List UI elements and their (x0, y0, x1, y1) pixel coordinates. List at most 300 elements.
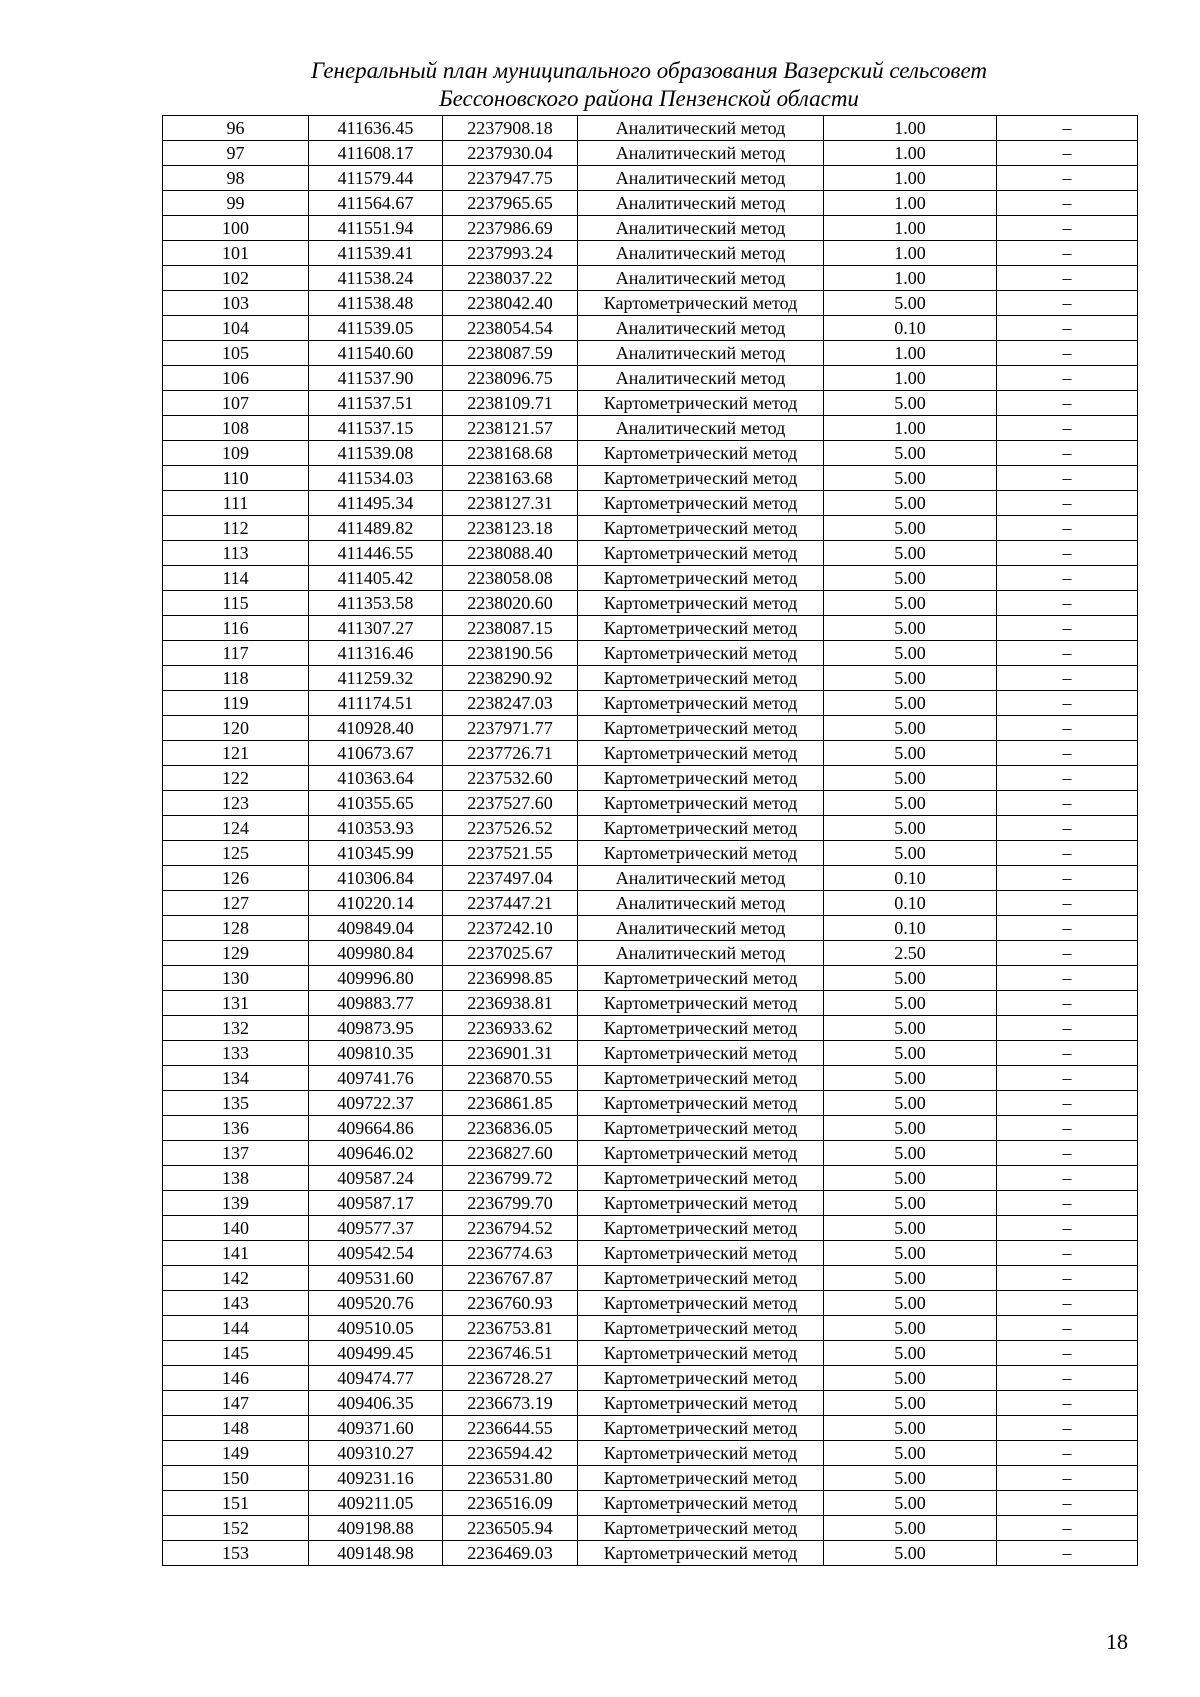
point-number-cell: 137 (163, 1141, 309, 1166)
point-number-cell: 97 (163, 141, 309, 166)
note-cell: – (997, 1316, 1138, 1341)
y-coordinate-cell: 2236516.09 (443, 1491, 578, 1516)
y-coordinate-cell: 2236644.55 (443, 1416, 578, 1441)
x-coordinate-cell: 411636.45 (309, 116, 443, 141)
y-coordinate-cell: 2238127.31 (443, 491, 578, 516)
point-number-cell: 141 (163, 1241, 309, 1266)
table-row (163, 566, 1138, 591)
y-coordinate-cell: 2238087.15 (443, 616, 578, 641)
point-number-cell: 133 (163, 1041, 309, 1066)
note-cell: – (997, 716, 1138, 741)
accuracy-cell: 5.00 (824, 1541, 997, 1566)
accuracy-cell: 1.00 (824, 366, 997, 391)
y-coordinate-cell: 2238096.75 (443, 366, 578, 391)
table-row (163, 291, 1138, 316)
y-coordinate-cell: 2236767.87 (443, 1266, 578, 1291)
note-cell: – (997, 566, 1138, 591)
x-coordinate-cell: 411537.90 (309, 366, 443, 391)
table-row (163, 866, 1138, 891)
note-cell: – (997, 1241, 1138, 1266)
table-row (163, 766, 1138, 791)
accuracy-cell: 5.00 (824, 1141, 997, 1166)
method-cell: Картометрический метод (578, 991, 824, 1016)
note-cell: – (997, 1141, 1138, 1166)
accuracy-cell: 5.00 (824, 541, 997, 566)
y-coordinate-cell: 2237497.04 (443, 866, 578, 891)
point-number-cell: 151 (163, 1491, 309, 1516)
y-coordinate-cell: 2237986.69 (443, 216, 578, 241)
table-row (163, 1516, 1138, 1541)
table-row (163, 591, 1138, 616)
method-cell: Картометрический метод (578, 1291, 824, 1316)
accuracy-cell: 1.00 (824, 341, 997, 366)
point-number-cell: 120 (163, 716, 309, 741)
point-number-cell: 136 (163, 1116, 309, 1141)
note-cell: – (997, 1041, 1138, 1066)
x-coordinate-cell: 411353.58 (309, 591, 443, 616)
method-cell: Картометрический метод (578, 591, 824, 616)
accuracy-cell: 5.00 (824, 1266, 997, 1291)
x-coordinate-cell: 409587.17 (309, 1191, 443, 1216)
table-row (163, 1041, 1138, 1066)
y-coordinate-cell: 2236836.05 (443, 1116, 578, 1141)
x-coordinate-cell: 409883.77 (309, 991, 443, 1016)
method-cell: Картометрический метод (578, 716, 824, 741)
method-cell: Картометрический метод (578, 466, 824, 491)
point-number-cell: 96 (163, 116, 309, 141)
y-coordinate-cell: 2237532.60 (443, 766, 578, 791)
y-coordinate-cell: 2238163.68 (443, 466, 578, 491)
point-number-cell: 149 (163, 1441, 309, 1466)
point-number-cell: 118 (163, 666, 309, 691)
method-cell: Картометрический метод (578, 641, 824, 666)
y-coordinate-cell: 2237947.75 (443, 166, 578, 191)
note-cell: – (997, 491, 1138, 516)
x-coordinate-cell: 409849.04 (309, 916, 443, 941)
table-row (163, 366, 1138, 391)
method-cell: Картометрический метод (578, 566, 824, 591)
y-coordinate-cell: 2237447.21 (443, 891, 578, 916)
method-cell: Картометрический метод (578, 1066, 824, 1091)
table-row (163, 116, 1138, 141)
table-row (163, 1091, 1138, 1116)
table-row (163, 1141, 1138, 1166)
point-number-cell: 101 (163, 241, 309, 266)
point-number-cell: 145 (163, 1341, 309, 1366)
accuracy-cell: 5.00 (824, 1091, 997, 1116)
y-coordinate-cell: 2238020.60 (443, 591, 578, 616)
table-row (163, 791, 1138, 816)
y-coordinate-cell: 2236861.85 (443, 1091, 578, 1116)
point-number-cell: 110 (163, 466, 309, 491)
accuracy-cell: 5.00 (824, 491, 997, 516)
method-cell: Картометрический метод (578, 1191, 824, 1216)
table-row (163, 341, 1138, 366)
point-number-cell: 116 (163, 616, 309, 641)
table-row (163, 191, 1138, 216)
table-row (163, 241, 1138, 266)
x-coordinate-cell: 409510.05 (309, 1316, 443, 1341)
accuracy-cell: 0.10 (824, 316, 997, 341)
method-cell: Аналитический метод (578, 366, 824, 391)
point-number-cell: 124 (163, 816, 309, 841)
method-cell: Картометрический метод (578, 691, 824, 716)
x-coordinate-cell: 409741.76 (309, 1066, 443, 1091)
accuracy-cell: 5.00 (824, 1441, 997, 1466)
y-coordinate-cell: 2238054.54 (443, 316, 578, 341)
x-coordinate-cell: 411539.41 (309, 241, 443, 266)
table-row (163, 666, 1138, 691)
table-row (163, 1016, 1138, 1041)
x-coordinate-cell: 411174.51 (309, 691, 443, 716)
table-row (163, 891, 1138, 916)
note-cell: – (997, 341, 1138, 366)
table-row (163, 1366, 1138, 1391)
table-row (163, 1066, 1138, 1091)
method-cell: Картометрический метод (578, 441, 824, 466)
table-row (163, 741, 1138, 766)
point-number-cell: 150 (163, 1466, 309, 1491)
point-number-cell: 131 (163, 991, 309, 1016)
note-cell: – (997, 741, 1138, 766)
method-cell: Картометрический метод (578, 1216, 824, 1241)
accuracy-cell: 5.00 (824, 741, 997, 766)
accuracy-cell: 5.00 (824, 991, 997, 1016)
y-coordinate-cell: 2237908.18 (443, 116, 578, 141)
y-coordinate-cell: 2238290.92 (443, 666, 578, 691)
x-coordinate-cell: 409996.80 (309, 966, 443, 991)
accuracy-cell: 5.00 (824, 1066, 997, 1091)
note-cell: – (997, 591, 1138, 616)
coordinates-table (162, 115, 1138, 1566)
point-number-cell: 138 (163, 1166, 309, 1191)
method-cell: Аналитический метод (578, 191, 824, 216)
point-number-cell: 106 (163, 366, 309, 391)
note-cell: – (997, 141, 1138, 166)
point-number-cell: 146 (163, 1366, 309, 1391)
x-coordinate-cell: 411489.82 (309, 516, 443, 541)
table-row (163, 1166, 1138, 1191)
x-coordinate-cell: 411259.32 (309, 666, 443, 691)
note-cell: – (997, 691, 1138, 716)
x-coordinate-cell: 410220.14 (309, 891, 443, 916)
accuracy-cell: 5.00 (824, 766, 997, 791)
y-coordinate-cell: 2236753.81 (443, 1316, 578, 1341)
method-cell: Картометрический метод (578, 791, 824, 816)
note-cell: – (997, 391, 1138, 416)
note-cell: – (997, 1066, 1138, 1091)
table-row (163, 1541, 1138, 1566)
y-coordinate-cell: 2236673.19 (443, 1391, 578, 1416)
x-coordinate-cell: 410363.64 (309, 766, 443, 791)
note-cell: – (997, 1516, 1138, 1541)
point-number-cell: 132 (163, 1016, 309, 1041)
table-row (163, 616, 1138, 641)
x-coordinate-cell: 411446.55 (309, 541, 443, 566)
note-cell: – (997, 166, 1138, 191)
method-cell: Аналитический метод (578, 916, 824, 941)
x-coordinate-cell: 409520.76 (309, 1291, 443, 1316)
y-coordinate-cell: 2238168.68 (443, 441, 578, 466)
x-coordinate-cell: 410345.99 (309, 841, 443, 866)
point-number-cell: 128 (163, 916, 309, 941)
note-cell: – (997, 516, 1138, 541)
method-cell: Картометрический метод (578, 1091, 824, 1116)
point-number-cell: 127 (163, 891, 309, 916)
accuracy-cell: 5.00 (824, 816, 997, 841)
y-coordinate-cell: 2238058.08 (443, 566, 578, 591)
x-coordinate-cell: 411316.46 (309, 641, 443, 666)
x-coordinate-cell: 411540.60 (309, 341, 443, 366)
note-cell: – (997, 616, 1138, 641)
table-row (163, 1266, 1138, 1291)
method-cell: Картометрический метод (578, 1041, 824, 1066)
x-coordinate-cell: 410928.40 (309, 716, 443, 741)
table-row (163, 916, 1138, 941)
point-number-cell: 140 (163, 1216, 309, 1241)
method-cell: Картометрический метод (578, 1241, 824, 1266)
x-coordinate-cell: 411539.05 (309, 316, 443, 341)
y-coordinate-cell: 2238037.22 (443, 266, 578, 291)
y-coordinate-cell: 2236870.55 (443, 1066, 578, 1091)
note-cell: – (997, 366, 1138, 391)
table-row (163, 1216, 1138, 1241)
accuracy-cell: 5.00 (824, 716, 997, 741)
accuracy-cell: 5.00 (824, 1166, 997, 1191)
point-number-cell: 98 (163, 166, 309, 191)
x-coordinate-cell: 409587.24 (309, 1166, 443, 1191)
accuracy-cell: 5.00 (824, 391, 997, 416)
point-number-cell: 148 (163, 1416, 309, 1441)
table-row (163, 266, 1138, 291)
method-cell: Картометрический метод (578, 766, 824, 791)
x-coordinate-cell: 411579.44 (309, 166, 443, 191)
note-cell: – (997, 916, 1138, 941)
method-cell: Аналитический метод (578, 891, 824, 916)
method-cell: Картометрический метод (578, 1116, 824, 1141)
point-number-cell: 153 (163, 1541, 309, 1566)
method-cell: Аналитический метод (578, 216, 824, 241)
method-cell: Картометрический метод (578, 1441, 824, 1466)
accuracy-cell: 1.00 (824, 116, 997, 141)
method-cell: Аналитический метод (578, 941, 824, 966)
y-coordinate-cell: 2238190.56 (443, 641, 578, 666)
table-row (163, 391, 1138, 416)
accuracy-cell: 1.00 (824, 416, 997, 441)
x-coordinate-cell: 409646.02 (309, 1141, 443, 1166)
accuracy-cell: 5.00 (824, 466, 997, 491)
table-row (163, 991, 1138, 1016)
method-cell: Аналитический метод (578, 866, 824, 891)
x-coordinate-cell: 409531.60 (309, 1266, 443, 1291)
page-header (160, 57, 1138, 113)
coordinates-table-body (163, 116, 1138, 1566)
point-number-cell: 121 (163, 741, 309, 766)
note-cell: – (997, 1166, 1138, 1191)
y-coordinate-cell: 2236827.60 (443, 1141, 578, 1166)
table-row (163, 1491, 1138, 1516)
table-row (163, 966, 1138, 991)
note-cell: – (997, 766, 1138, 791)
point-number-cell: 139 (163, 1191, 309, 1216)
note-cell: – (997, 1541, 1138, 1566)
point-number-cell: 102 (163, 266, 309, 291)
table-row (163, 216, 1138, 241)
method-cell: Аналитический метод (578, 166, 824, 191)
accuracy-cell: 5.00 (824, 841, 997, 866)
note-cell: – (997, 416, 1138, 441)
accuracy-cell: 5.00 (824, 1466, 997, 1491)
x-coordinate-cell: 410353.93 (309, 816, 443, 841)
point-number-cell: 126 (163, 866, 309, 891)
table-row (163, 1416, 1138, 1441)
note-cell: – (997, 241, 1138, 266)
x-coordinate-cell: 409499.45 (309, 1341, 443, 1366)
note-cell: – (997, 1466, 1138, 1491)
table-row (163, 516, 1138, 541)
y-coordinate-cell: 2237025.67 (443, 941, 578, 966)
table-row (163, 491, 1138, 516)
note-cell: – (997, 266, 1138, 291)
note-cell: – (997, 291, 1138, 316)
method-cell: Аналитический метод (578, 116, 824, 141)
method-cell: Картометрический метод (578, 516, 824, 541)
note-cell: – (997, 316, 1138, 341)
table-row (163, 416, 1138, 441)
y-coordinate-cell: 2238087.59 (443, 341, 578, 366)
point-number-cell: 100 (163, 216, 309, 241)
note-cell: – (997, 1266, 1138, 1291)
y-coordinate-cell: 2236938.81 (443, 991, 578, 1016)
accuracy-cell: 5.00 (824, 591, 997, 616)
point-number-cell: 130 (163, 966, 309, 991)
note-cell: – (997, 1416, 1138, 1441)
accuracy-cell: 5.00 (824, 1191, 997, 1216)
y-coordinate-cell: 2237965.65 (443, 191, 578, 216)
x-coordinate-cell: 409231.16 (309, 1466, 443, 1491)
x-coordinate-cell: 411538.48 (309, 291, 443, 316)
y-coordinate-cell: 2238042.40 (443, 291, 578, 316)
accuracy-cell: 5.00 (824, 516, 997, 541)
table-row (163, 316, 1138, 341)
method-cell: Картометрический метод (578, 1541, 824, 1566)
note-cell: – (997, 216, 1138, 241)
x-coordinate-cell: 411537.15 (309, 416, 443, 441)
point-number-cell: 103 (163, 291, 309, 316)
method-cell: Картометрический метод (578, 1391, 824, 1416)
accuracy-cell: 5.00 (824, 1366, 997, 1391)
point-number-cell: 107 (163, 391, 309, 416)
accuracy-cell: 5.00 (824, 1241, 997, 1266)
accuracy-cell: 5.00 (824, 291, 997, 316)
accuracy-cell: 5.00 (824, 616, 997, 641)
x-coordinate-cell: 409577.37 (309, 1216, 443, 1241)
note-cell: – (997, 191, 1138, 216)
method-cell: Картометрический метод (578, 1466, 824, 1491)
accuracy-cell: 5.00 (824, 1516, 997, 1541)
header-line-1: Генеральный план муниципального образования Вазерский сельсовет (310, 58, 988, 83)
y-coordinate-cell: 2236998.85 (443, 966, 578, 991)
note-cell: – (997, 1291, 1138, 1316)
accuracy-cell: 5.00 (824, 641, 997, 666)
x-coordinate-cell: 409198.88 (309, 1516, 443, 1541)
method-cell: Аналитический метод (578, 316, 824, 341)
accuracy-cell: 5.00 (824, 1341, 997, 1366)
method-cell: Аналитический метод (578, 266, 824, 291)
accuracy-cell: 5.00 (824, 691, 997, 716)
x-coordinate-cell: 411538.24 (309, 266, 443, 291)
point-number-cell: 109 (163, 441, 309, 466)
x-coordinate-cell: 409371.60 (309, 1416, 443, 1441)
accuracy-cell: 1.00 (824, 241, 997, 266)
note-cell: – (997, 841, 1138, 866)
accuracy-cell: 5.00 (824, 1491, 997, 1516)
point-number-cell: 115 (163, 591, 309, 616)
table-row (163, 1391, 1138, 1416)
y-coordinate-cell: 2236746.51 (443, 1341, 578, 1366)
accuracy-cell: 5.00 (824, 1416, 997, 1441)
point-number-cell: 134 (163, 1066, 309, 1091)
accuracy-cell: 1.00 (824, 166, 997, 191)
x-coordinate-cell: 411495.34 (309, 491, 443, 516)
note-cell: – (997, 1441, 1138, 1466)
note-cell: – (997, 441, 1138, 466)
method-cell: Картометрический метод (578, 1366, 824, 1391)
method-cell: Картометрический метод (578, 1016, 824, 1041)
y-coordinate-cell: 2237521.55 (443, 841, 578, 866)
point-number-cell: 111 (163, 491, 309, 516)
y-coordinate-cell: 2236933.62 (443, 1016, 578, 1041)
method-cell: Картометрический метод (578, 616, 824, 641)
x-coordinate-cell: 409406.35 (309, 1391, 443, 1416)
x-coordinate-cell: 409148.98 (309, 1541, 443, 1566)
accuracy-cell: 5.00 (824, 666, 997, 691)
method-cell: Картометрический метод (578, 1491, 824, 1516)
point-number-cell: 112 (163, 516, 309, 541)
y-coordinate-cell: 2237526.52 (443, 816, 578, 841)
table-row (163, 541, 1138, 566)
table-row (163, 691, 1138, 716)
table-row (163, 641, 1138, 666)
method-cell: Картометрический метод (578, 966, 824, 991)
point-number-cell: 123 (163, 791, 309, 816)
table-row (163, 1291, 1138, 1316)
x-coordinate-cell: 409542.54 (309, 1241, 443, 1266)
table-row (163, 1116, 1138, 1141)
note-cell: – (997, 666, 1138, 691)
x-coordinate-cell: 410673.67 (309, 741, 443, 766)
point-number-cell: 119 (163, 691, 309, 716)
y-coordinate-cell: 2238109.71 (443, 391, 578, 416)
table-row (163, 716, 1138, 741)
table-row (163, 816, 1138, 841)
x-coordinate-cell: 409211.05 (309, 1491, 443, 1516)
x-coordinate-cell: 411539.08 (309, 441, 443, 466)
y-coordinate-cell: 2236728.27 (443, 1366, 578, 1391)
y-coordinate-cell: 2237527.60 (443, 791, 578, 816)
note-cell: – (997, 641, 1138, 666)
accuracy-cell: 5.00 (824, 966, 997, 991)
method-cell: Картометрический метод (578, 491, 824, 516)
note-cell: – (997, 1116, 1138, 1141)
note-cell: – (997, 1091, 1138, 1116)
accuracy-cell: 1.00 (824, 216, 997, 241)
accuracy-cell: 5.00 (824, 441, 997, 466)
accuracy-cell: 5.00 (824, 566, 997, 591)
header-line-2: Бессоновского района Пензенской области (439, 86, 859, 111)
table-row (163, 1441, 1138, 1466)
accuracy-cell: 5.00 (824, 1116, 997, 1141)
